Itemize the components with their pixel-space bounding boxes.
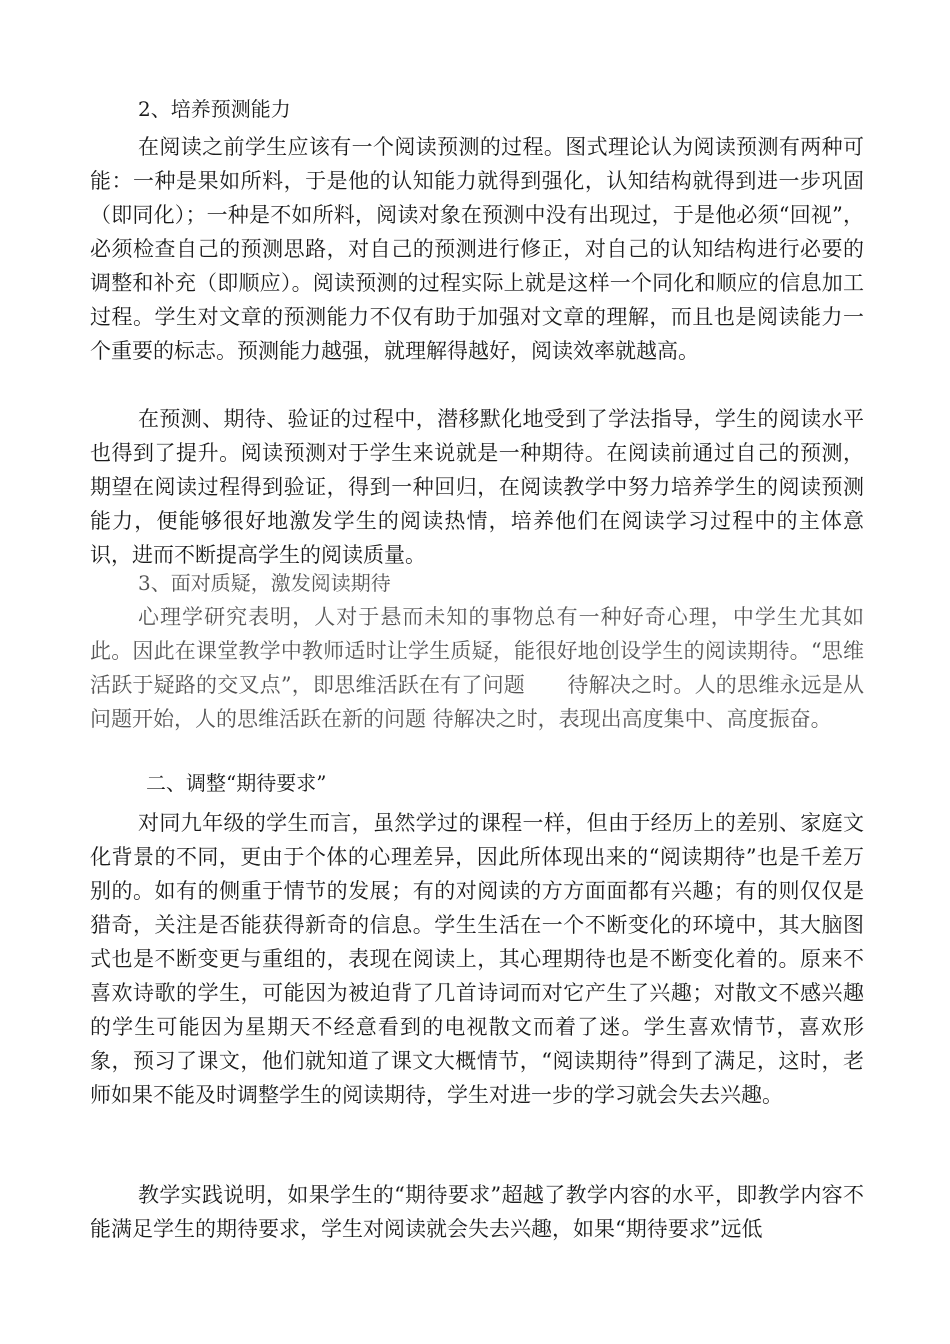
paragraph-predict-expect-verify: 在预测、期待、验证的过程中，潜移默化地受到了学法指导，学生的阅读水平也得到了提升。阅读预测对于学生来说就是一种期待。在阅读前通过自己的预测，期望在阅读过程得到验证，得到一种回归，在阅读教学中努力培养学生的阅读预测能力，便能够很好地激发学生的阅读热情，培养他们在阅读学习过程中的主体意识，进而不断提高学生的阅读质量。 (90, 407, 864, 567)
subheading-questioning: 3、面对质疑，激发阅读期待 (138, 571, 391, 595)
section-heading-adjust-expectation: 二、调整“期待要求” (146, 771, 327, 795)
paragraph-reading-prediction: 在阅读之前学生应该有一个阅读预测的过程。图式理论认为阅读预测有两种可能：一种是果如所料，于是他的认知能力就得到强化，认知结构就得到进一步巩固（即同化）；一种是不如所料，阅读对象在预测中没有出现过，于是他必须“回视”，必须检查自己的预测思路，对自己的预测进行修正，对自己的认知结构进行必要的调整和补充（即顺应）。阅读预测的过程实际上就是这样一个同化和顺应的信息加工过程。学生对文章的预测能力不仅有助于加强对文章的理解，而且也是阅读能力一个重要的标志。预测能力越强，就理解得越好，阅读效率就越高。 (90, 135, 864, 363)
paragraph-psychology-research: 心理学研究表明，人对于悬而未知的事物总有一种好奇心理，中学生尤其如此。因此在课堂教学中教师适时让学生质疑，能很好地创设学生的阅读期待。“思维活跃于疑路的交叉点”，即思维活跃在有了问题 待解决之时。人的思维永远是从问题开始，人的思维活跃在新的问题 待解决之时，表现出高度集中、高度振奋。 (90, 605, 864, 731)
paragraph-grade-nine-students: 对同九年级的学生而言，虽然学过的课程一样，但由于经历上的差别、家庭文化背景的不同，更由于个体的心理差异，因此所体现出来的“阅读期待”也是千差万别的。如有的侧重于情节的发展；有的对阅读的方方面面都有兴趣；有的则仅仅是猎奇，关注是否能获得新奇的信息。学生生活在一个不断变化的环境中，其大脑图式也是不断变更与重组的，表现在阅读上，其心理期待也是不断变化着的。原来不喜欢诗歌的学生，可能因为被迫背了几首诗词而对它产生了兴趣；对散文不感兴趣的学生可能因为星期天不经意看到的电视散文而着了迷。学生喜欢情节，喜欢形象，预习了课文，他们就知道了课文大概情节，“阅读期待”得到了满足，这时，老师如果不能及时调整学生的阅读期待，学生对进一步的学习就会失去兴趣。 (90, 811, 864, 1107)
paragraph-teaching-practice: 教学实践说明，如果学生的“期待要求”超越了教学内容的水平，即教学内容不能满足学生的期待要求，学生对阅读就会失去兴趣，如果“期待要求”远低 (90, 1183, 864, 1241)
subheading-predict-ability: 2、培养预测能力 (138, 97, 291, 121)
